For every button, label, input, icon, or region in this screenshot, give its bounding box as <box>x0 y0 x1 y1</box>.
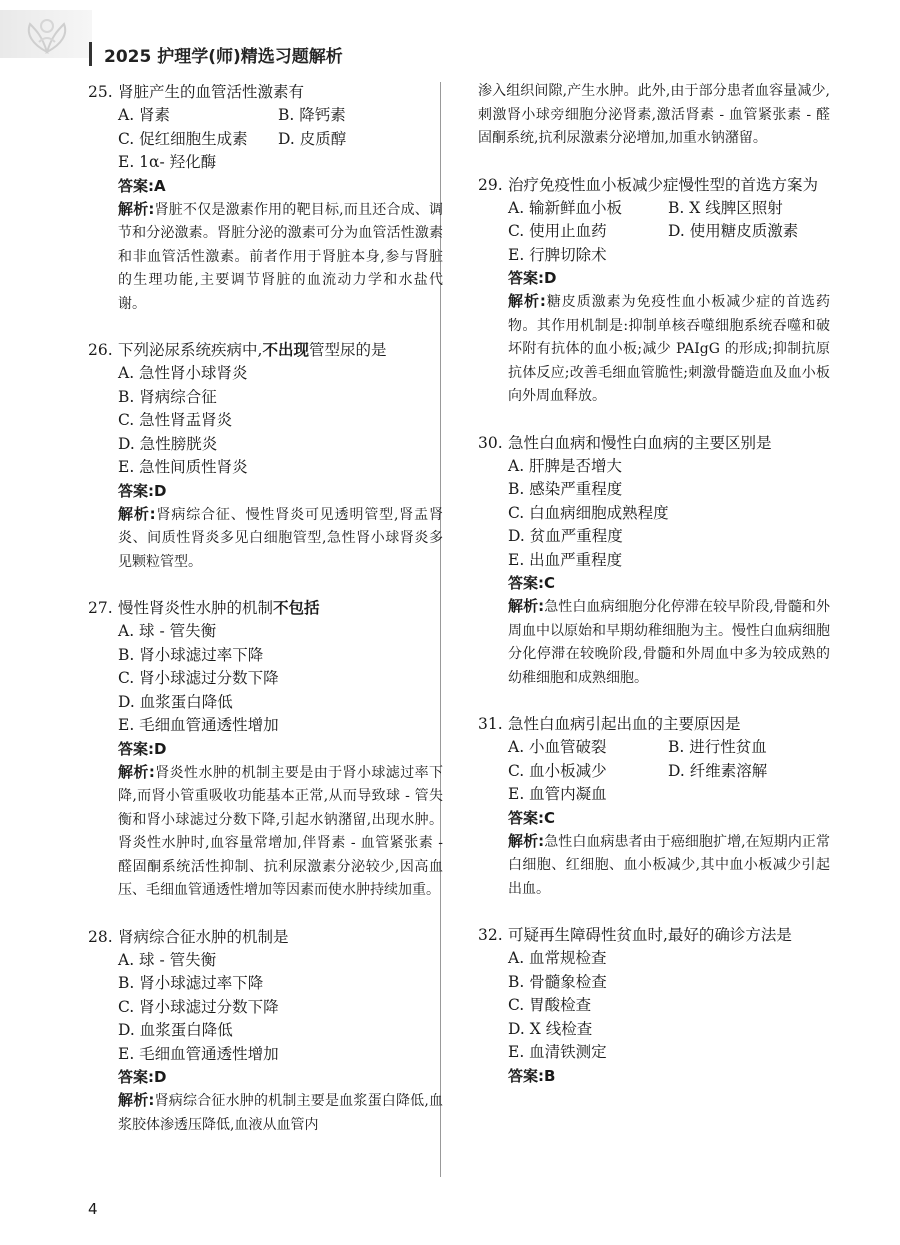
option-a: A. 急性肾小球肾炎 <box>118 364 248 382</box>
option-d: D. X 线检查 <box>508 1019 593 1038</box>
answer: 答案:D <box>118 481 167 500</box>
question-stem: 可疑再生障碍性贫血时,最好的确诊方法是 <box>508 926 792 944</box>
option-a: A. 肝脾是否增大 <box>508 456 623 475</box>
analysis <box>478 290 830 409</box>
stem-part: 下列泌尿系统疾病中, <box>118 341 263 359</box>
question-number: 30. <box>478 433 503 452</box>
question-30 <box>478 431 830 691</box>
option-b: B. 肾小球滤过率下降 <box>118 645 264 664</box>
option-b: B. 肾病综合征 <box>118 387 217 406</box>
analysis-label: 解析: <box>508 292 546 310</box>
option-e: E. 出血严重程度 <box>508 550 623 569</box>
analysis <box>88 503 443 575</box>
question-25 <box>88 80 443 316</box>
question-stem: 急性白血病引起出血的主要原因是 <box>508 715 741 733</box>
option-c: C. 白血病细胞成熟程度 <box>508 503 669 522</box>
option-b: B. X 线脾区照射 <box>668 198 783 217</box>
question-31 <box>478 712 830 901</box>
option-a: A. 球 - 管失衡 <box>118 622 217 640</box>
page-number: 4 <box>88 1200 98 1218</box>
question-stem: 急性白血病和慢性白血病的主要区别是 <box>508 433 772 452</box>
page-header <box>0 0 900 70</box>
question-stem: 肾病综合征水肿的机制是 <box>118 927 289 946</box>
question-number: 32. <box>478 926 503 944</box>
analysis-text: 糖皮质激素为免疫性血小板减少症的首选药物。其作用机制是:抑制单核吞噬细胞系统吞噬和破坏附有抗体的血小板;减少 PAIgG 的形成;抑制抗原抗体反应;改善毛细血管脆性;刺激骨髓造血及血小板向外周血释放。 <box>508 294 831 404</box>
option-b: B. 感染严重程度 <box>508 480 623 498</box>
option-e: E. 1α- 羟化酶 <box>118 153 217 171</box>
question-number: 28. <box>88 927 113 946</box>
analysis-label: 解析: <box>118 504 156 523</box>
question-32 <box>478 923 830 1088</box>
question-stem <box>118 338 443 362</box>
stem-part: 管型尿的是 <box>308 341 387 359</box>
publisher-logo-icon <box>22 12 72 56</box>
option-e: E. 行脾切除术 <box>508 245 607 264</box>
question-stem <box>118 596 443 620</box>
answer: 答案:B <box>508 1066 556 1085</box>
stem-emphasis: 不包括 <box>273 598 320 617</box>
answer: 答案:D <box>118 1068 167 1086</box>
option-b: B. 进行性贫血 <box>668 738 767 756</box>
question-number: 27. <box>88 599 113 617</box>
analysis-text: 急性白血病患者由于癌细胞扩增,在短期内正常白细胞、红细胞、血小板减少,其中血小板减少引起出血。 <box>508 833 831 897</box>
right-column <box>478 80 830 1110</box>
question-number: 31. <box>478 715 503 733</box>
analysis-text: 肾病综合征水肿的机制主要是血浆蛋白降低,血浆胶体渗透压降低,血液从血管内 <box>118 1093 444 1133</box>
left-column <box>88 80 443 1159</box>
analysis-label: 解析: <box>118 762 155 781</box>
option-d: D. 血浆蛋白降低 <box>118 1021 233 1039</box>
option-e: E. 急性间质性肾炎 <box>118 458 248 476</box>
analysis-continuation: 渗入组织间隙,产生水肿。此外,由于部分患者血容量减少,刺激肾小球旁细胞分泌肾素,激活肾素 - 血管紧张素 - 醛固酮系统,抗利尿激素分泌增加,加重水钠潴留。 <box>478 83 830 146</box>
option-e: E. 血管内凝血 <box>508 785 607 803</box>
question-number: 25. <box>88 83 113 101</box>
analysis <box>478 830 830 902</box>
option-d: D. 血浆蛋白降低 <box>118 692 233 711</box>
option-c: C. 促红细胞生成素 <box>118 129 248 148</box>
analysis-label: 解析: <box>508 831 545 850</box>
analysis-text: 肾脏不仅是激素作用的靶目标,而且还合成、调节和分泌激素。肾脏分泌的激素可分为血管活性激素和非血管活性激素。前者作用于肾脏本身,参与肾脏的生理功能,主要调节肾脏的血流动力学和水盐代谢。 <box>118 201 444 312</box>
option-c: C. 急性肾盂肾炎 <box>118 411 233 429</box>
analysis-text: 急性白血病细胞分化停滞在较早阶段,骨髓和外周血中以原始和早期幼稚细胞为主。慢性白血病细胞分化停滞在较晚阶段,骨髓和外周血中多为较成熟的幼稚细胞和成熟细胞。 <box>508 599 831 686</box>
question-29 <box>478 173 830 409</box>
question-number: 26. <box>88 341 113 359</box>
question-27 <box>88 596 443 903</box>
option-a: A. 球 - 管失衡 <box>118 950 217 969</box>
option-e: E. 毛细血管通透性增加 <box>118 1044 279 1063</box>
option-a: A. 血常规检查 <box>508 949 607 967</box>
option-c: C. 肾小球滤过分数下降 <box>118 669 279 687</box>
answer: 答案:D <box>118 739 167 758</box>
question-number: 29. <box>478 175 503 194</box>
stem-part: 慢性肾炎性水肿的机制 <box>118 599 274 617</box>
option-c: C. 血小板减少 <box>508 761 607 780</box>
option-b: B. 肾小球滤过率下降 <box>118 974 264 992</box>
analysis <box>478 595 830 690</box>
stem-emphasis: 不出现 <box>262 340 309 359</box>
analysis-text: 肾炎性水肿的机制主要是由于肾小球滤过率下降,而肾小管重吸收功能基本正常,从而导致球 - 管失衡和肾小球滤过分数下降,引起水钠潴留,出现水肿。肾炎性水肿时,血容量常增加,伴肾素 - 血管紧张素 - 醛固酮系统活性抑制、抗利尿激素分泌较少,因高血压、毛细血管通透性增加等因素而使水肿持续加重。 <box>118 764 444 898</box>
analysis-label: 解析: <box>118 1091 155 1109</box>
option-d: D. 皮质醇 <box>278 129 347 148</box>
answer: 答案:C <box>508 574 556 592</box>
question-stem: 肾脏产生的血管活性激素有 <box>118 83 305 101</box>
answer: 答案:C <box>508 808 556 827</box>
analysis <box>88 761 443 903</box>
answer: 答案:A <box>118 176 166 195</box>
option-c: C. 肾小球滤过分数下降 <box>118 997 279 1016</box>
analysis <box>88 198 443 317</box>
option-c: C. 胃酸检查 <box>508 996 592 1014</box>
analysis-text: 肾病综合征、慢性肾炎可见透明管型,肾盂肾炎、间质性肾炎多见白细胞管型,急性肾小球肾炎多见颗粒管型。 <box>118 506 443 570</box>
option-d: D. 纤维素溶解 <box>668 761 768 780</box>
answer: 答案:D <box>508 269 557 287</box>
option-a: A. 肾素 <box>118 106 171 124</box>
option-a: A. 小血管破裂 <box>508 738 607 756</box>
option-b: B. 骨髓象检查 <box>508 972 607 991</box>
option-d: D. 使用糖皮质激素 <box>668 222 799 240</box>
option-d: D. 急性膀胱炎 <box>118 434 218 453</box>
question-28 <box>88 925 443 1138</box>
analysis-label: 解析: <box>508 597 545 615</box>
option-c: C. 使用止血药 <box>508 222 607 240</box>
option-d: D. 贫血严重程度 <box>508 527 623 545</box>
option-e: E. 毛细血管通透性增加 <box>118 716 279 734</box>
option-e: E. 血清铁测定 <box>508 1043 607 1061</box>
analysis <box>88 1089 443 1137</box>
question-26 <box>88 338 443 574</box>
header-separator <box>89 42 92 66</box>
option-b: B. 降钙素 <box>278 106 346 124</box>
question-stem: 治疗免疫性血小板减少症慢性型的首选方案为 <box>508 175 819 194</box>
book-title: 2025 护理学(师)精选习题解析 <box>104 47 343 67</box>
analysis-label: 解析: <box>118 199 155 218</box>
option-a: A. 输新鲜血小板 <box>508 198 623 217</box>
